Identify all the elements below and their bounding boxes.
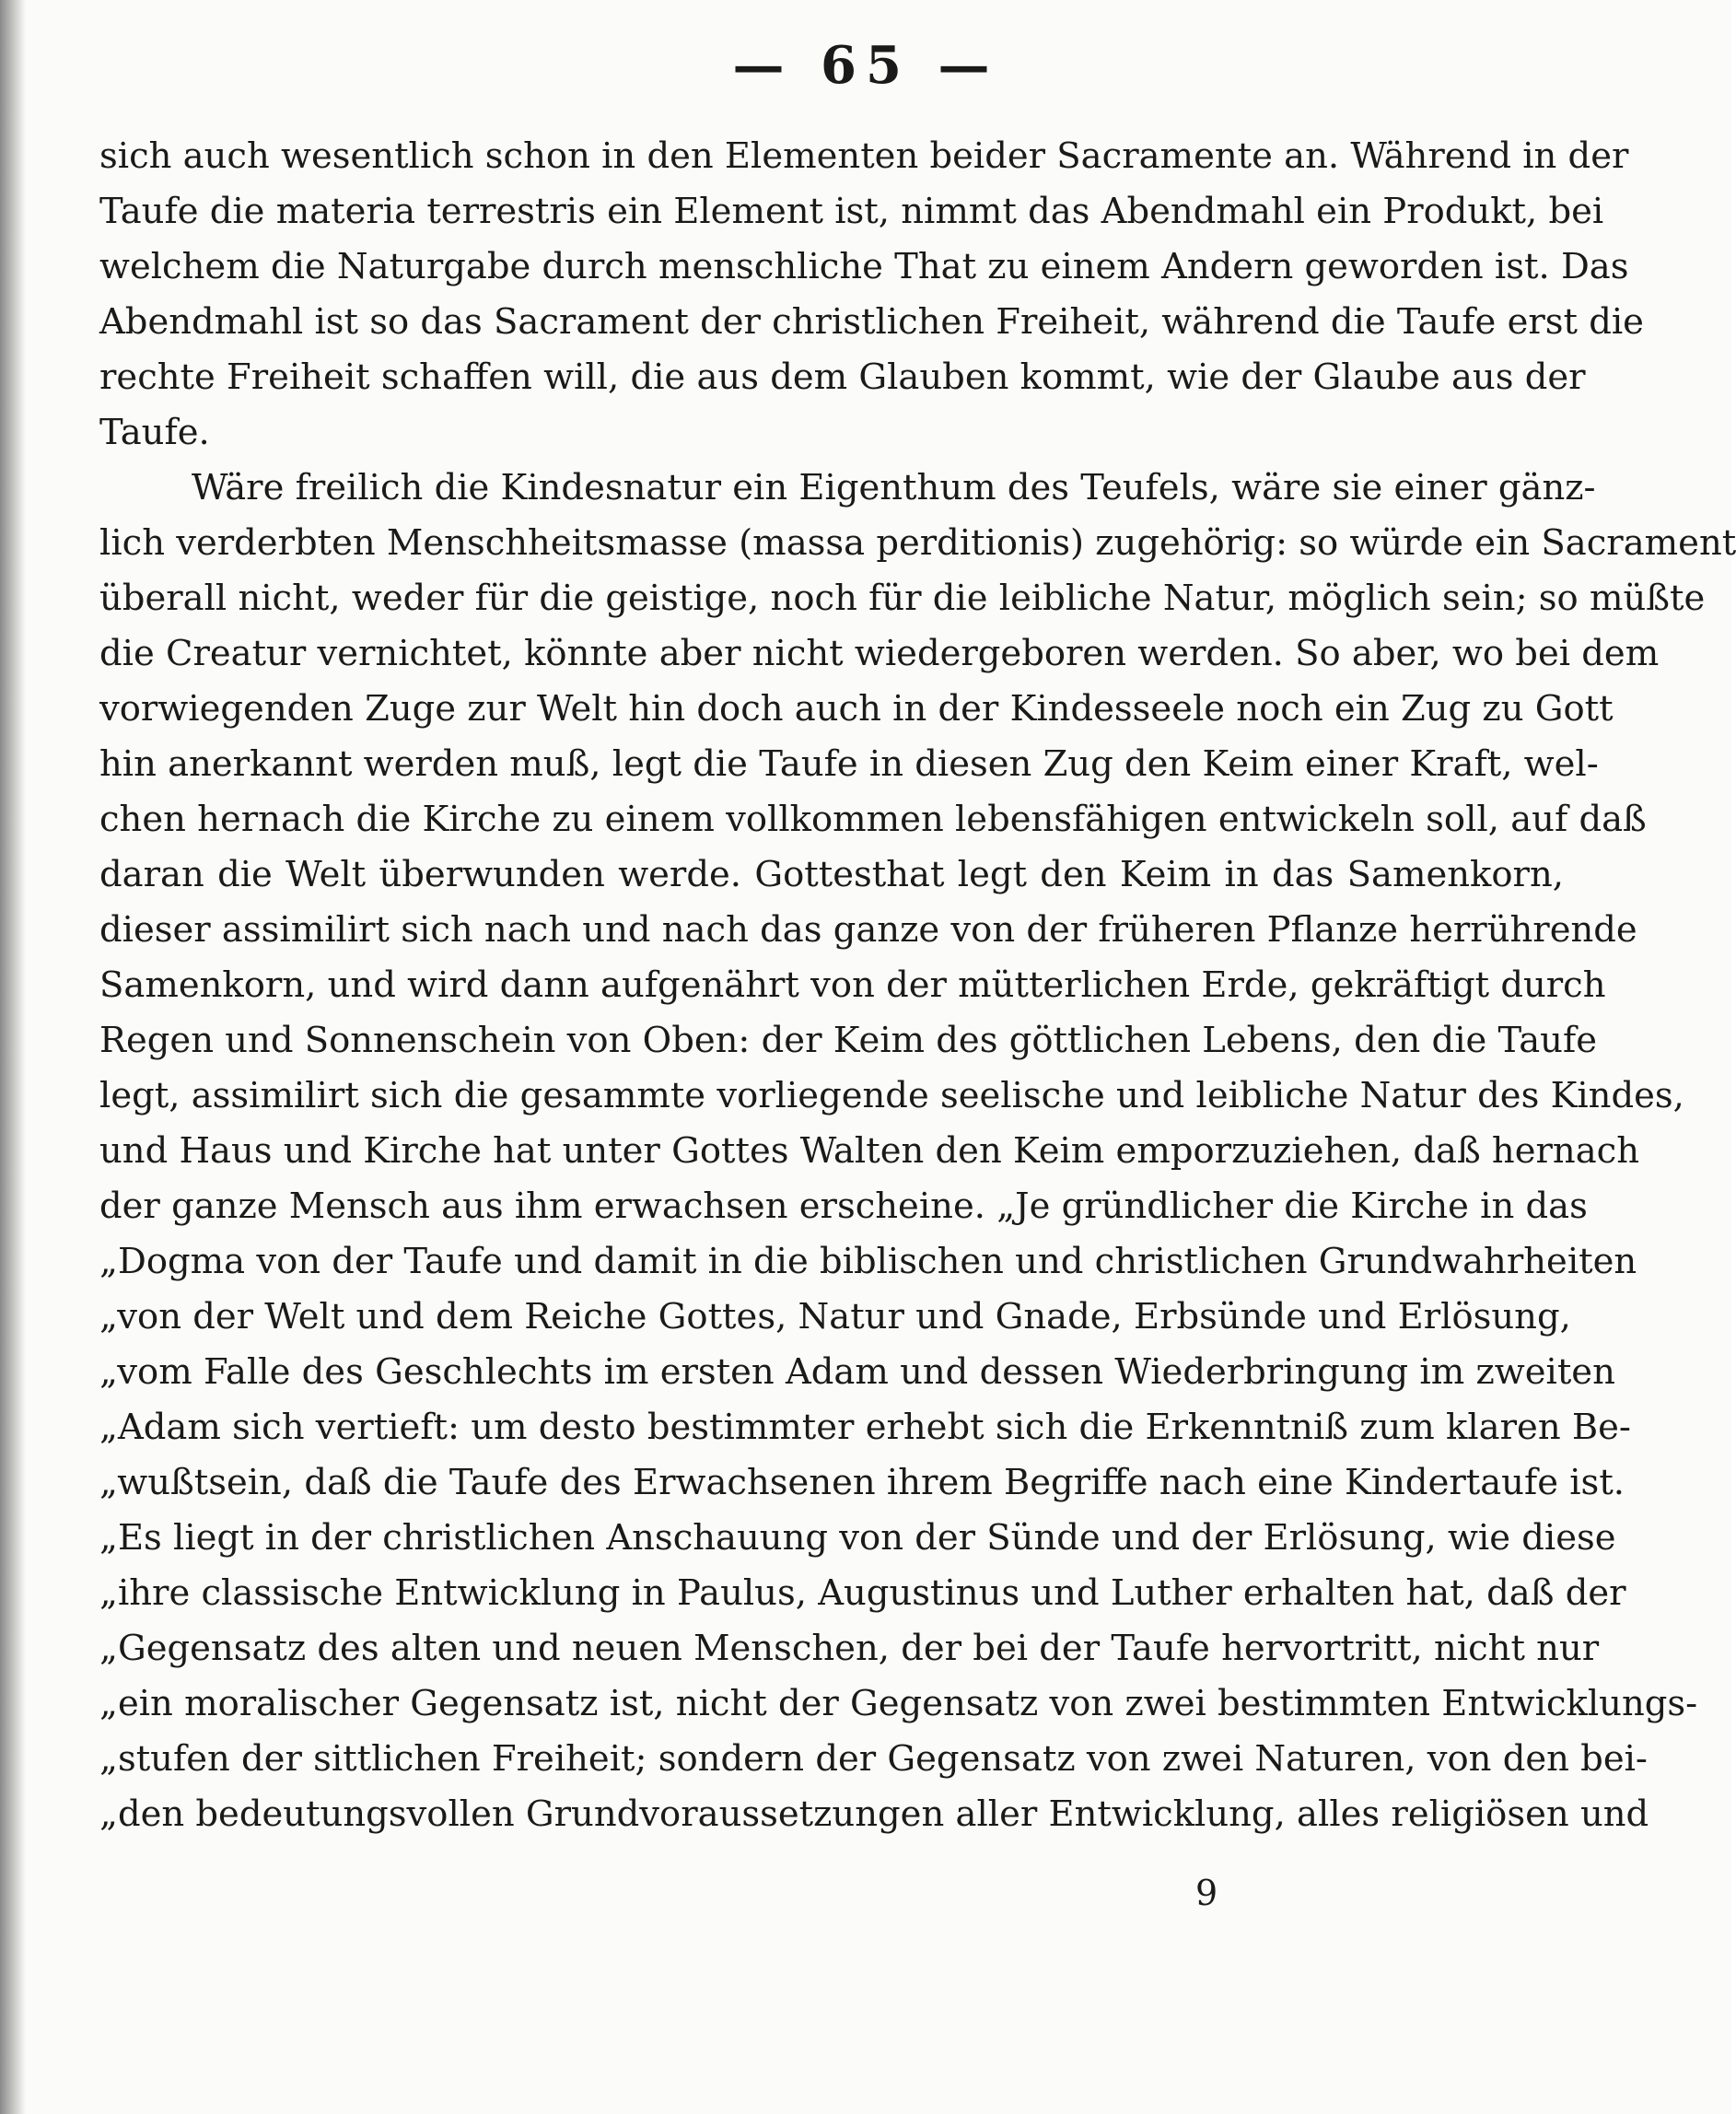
text-line: chen hernach die Kirche zu einem vollkommen lebensfähigen entwickeln soll, auf daß — [99, 799, 1647, 840]
text-line: „von der Welt und dem Reiche Gottes, Natur und Gnade, Erbsünde und Erlösung, — [99, 1296, 1571, 1337]
text-line: der ganze Mensch aus ihm erwachsen erscheine. „Je gründlicher die Kirche in das — [99, 1185, 1588, 1227]
text-line: Regen und Sonnenschein von Oben: der Keim des göttlichen Lebens, den die Taufe — [99, 1020, 1598, 1061]
text-line: legt, assimilirt sich die gesammte vorliegende seelische und leibliche Natur des Kindes, — [99, 1075, 1684, 1116]
text-line: dieser assimilirt sich nach und nach das ganze von der früheren Pflanze herrührende — [99, 909, 1637, 951]
text-line: „vom Falle des Geschlechts im ersten Adam und dessen Wiederbringung im zweiten — [99, 1351, 1615, 1393]
text-line: Samenkorn, und wird dann aufgenährt von der mütterlichen Erde, gekräftigt durch — [99, 964, 1606, 1006]
text-line: überall nicht, weder für die geistige, noch für die leibliche Natur, möglich sein; so müßte — [99, 578, 1706, 619]
text-line: „Dogma von der Taufe und damit in die biblischen und christlichen Grundwahrheiten — [99, 1241, 1637, 1282]
text-line: daran die Welt überwunden werde. Gottesthat legt den Keim in das Samenkorn, — [99, 854, 1564, 895]
text-line: „wußtsein, daß die Taufe des Erwachsenen ihrem Begriffe nach eine Kindertaufe ist. — [99, 1462, 1625, 1503]
text-line: Wäre freilich die Kindesnatur ein Eigenthum des Teufels, wäre sie einer gänz- — [192, 467, 1596, 508]
text-line: rechte Freiheit schaffen will, die aus dem Glauben kommt, wie der Glaube aus der — [99, 356, 1586, 398]
text-line: sich auch wesentlich schon in den Elementen beider Sacramente an. Während in der — [99, 135, 1629, 177]
body-text — [99, 129, 1736, 1842]
text-line: „Es liegt in der christlichen Anschauung von der Sünde und der Erlösung, wie diese — [99, 1517, 1616, 1559]
text-line: Taufe die materia terrestris ein Element ist, nimmt das Abendmahl ein Produkt, bei — [99, 191, 1604, 232]
text-line: „ihre classische Entwicklung in Paulus, Augustinus und Luther erhalten hat, daß der — [99, 1572, 1626, 1614]
text-line: hin anerkannt werden muß, legt die Taufe in diesen Zug den Keim einer Kraft, wel- — [99, 743, 1599, 785]
text-line: vorwiegenden Zuge zur Welt hin doch auch in der Kindesseele noch ein Zug zu Gott — [99, 688, 1614, 730]
text-line: „ein moralischer Gegensatz ist, nicht der Gegensatz von zwei bestimmten Entwicklungs- — [99, 1683, 1698, 1724]
text-line: welchem die Naturgabe durch menschliche That zu einem Andern geworden ist. Das — [99, 246, 1629, 287]
text-line: „stufen der sittlichen Freiheit; sondern der Gegensatz von zwei Naturen, von den bei- — [99, 1738, 1648, 1780]
signature-mark: 9 — [1195, 1873, 1218, 1913]
text-line: die Creatur vernichtet, könnte aber nicht wiedergeboren werden. So aber, wo bei dem — [99, 633, 1660, 674]
text-line: „Adam sich vertieft: um desto bestimmter erhebt sich die Erkenntniß zum klaren Be- — [99, 1407, 1631, 1448]
text-line: Taufe. — [99, 412, 210, 453]
text-line: „Gegensatz des alten und neuen Menschen, der bei der Taufe hervortritt, nicht nur — [99, 1628, 1600, 1669]
text-line: lich verderbten Menschheitsmasse (massa perditionis) zugehörig: so würde ein Sacrament — [99, 522, 1736, 564]
page-number-header: — 65 — — [732, 35, 999, 96]
text-line: „den bedeutungsvollen Grundvoraussetzungen aller Entwicklung, alles religiösen und — [99, 1793, 1649, 1835]
text-line: und Haus und Kirche hat unter Gottes Walten den Keim emporzuziehen, daß hernach — [99, 1130, 1640, 1172]
text-line: Abendmahl ist so das Sacrament der christlichen Freiheit, während die Taufe erst die — [99, 301, 1644, 343]
binding-shadow — [0, 0, 26, 2114]
